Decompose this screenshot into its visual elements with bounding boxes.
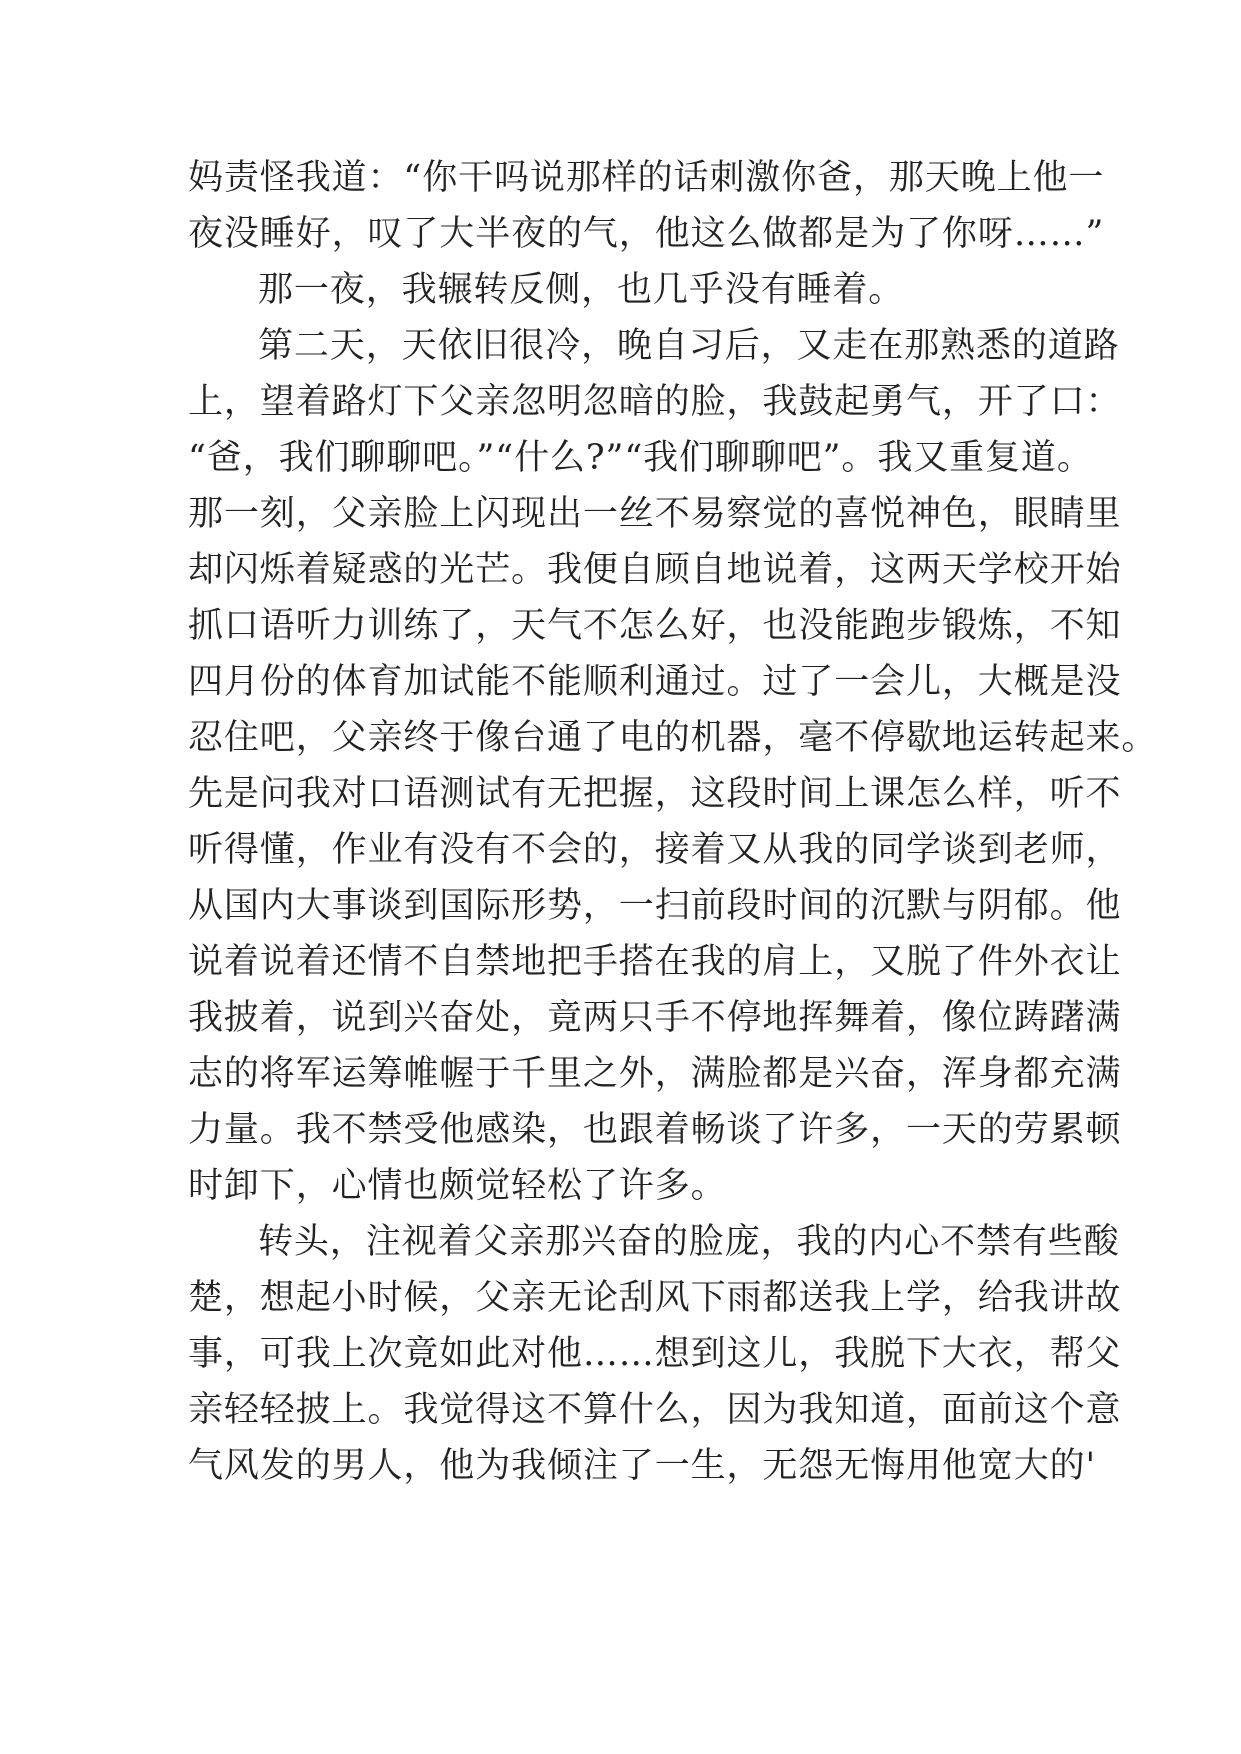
text-line: 听得懂，作业有没有不会的，接着又从我的同学谈到老师， xyxy=(188,830,1122,870)
text-line: 楚，想起小时候，父亲无论刮风下雨都送我上学，给我讲故 xyxy=(188,1278,1122,1318)
text-line: “爸，我们聊聊吧。”“什么?”“我们聊聊吧”。我又重复道。 xyxy=(188,438,1093,478)
body-text xyxy=(188,150,1158,1494)
text-line: 转头，注视着父亲那兴奋的脸庞，我的内心不禁有些酸 xyxy=(258,1222,1120,1262)
text-line: 忍住吧，父亲终于像台通了电的机器，毫不停歇地运转起来。 xyxy=(188,718,1158,758)
text-line: 气风发的男人，他为我倾注了一生，无怨无悔用他宽大的' xyxy=(188,1446,1097,1486)
text-line: 亲轻轻披上。我觉得这不算什么，因为我知道，面前这个意 xyxy=(188,1390,1122,1430)
text-line: 第二天，天依旧很冷，晚自习后，又走在那熟悉的道路 xyxy=(258,326,1120,366)
text-line: 妈责怪我道：“你干吗说那样的话刺激你爸，那天晚上他一 xyxy=(188,158,1105,198)
text-line: 事，可我上次竟如此对他……想到这儿，我脱下大衣，帮父 xyxy=(188,1334,1122,1374)
text-line: 抓口语听力训练了，天气不怎么好，也没能跑步锻炼，不知 xyxy=(188,606,1122,646)
text-line: 力量。我不禁受他感染，也跟着畅谈了许多，一天的劳累顿 xyxy=(188,1110,1122,1150)
text-line: 四月份的体育加试能不能顺利通过。过了一会儿，大概是没 xyxy=(188,662,1122,702)
text-line: 从国内大事谈到国际形势，一扫前段时间的沉默与阴郁。他 xyxy=(188,886,1122,926)
text-line: 那一刻，父亲脸上闪现出一丝不易察觉的喜悦神色，眼睛里 xyxy=(188,494,1122,534)
text-line: 我披着，说到兴奋处，竟两只手不停地挥舞着，像位踌躇满 xyxy=(188,998,1122,1038)
text-line: 却闪烁着疑惑的光芒。我便自顾自地说着，这两天学校开始 xyxy=(188,550,1122,590)
text-line: 那一夜，我辗转反侧，也几乎没有睡着。 xyxy=(258,270,905,310)
text-line: 夜没睡好，叹了大半夜的气，他这么做都是为了你呀……” xyxy=(188,214,1105,254)
text-line: 说着说着还情不自禁地把手搭在我的肩上，又脱了件外衣让 xyxy=(188,942,1122,982)
text-line: 志的将军运筹帷幄于千里之外，满脸都是兴奋，浑身都充满 xyxy=(188,1054,1122,1094)
text-line: 时卸下，心情也颇觉轻松了许多。 xyxy=(188,1166,727,1206)
text-line: 上，望着路灯下父亲忽明忽暗的脸，我鼓起勇气，开了口： xyxy=(188,382,1122,422)
text-line: 先是问我对口语测试有无把握，这段时间上课怎么样，听不 xyxy=(188,774,1122,814)
